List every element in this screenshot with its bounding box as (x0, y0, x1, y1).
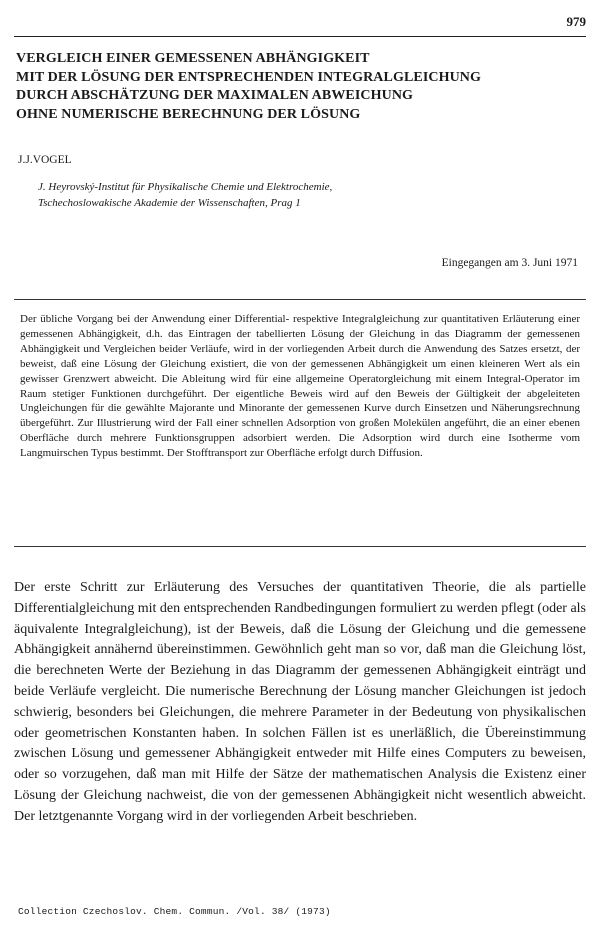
affiliation (38, 179, 332, 211)
title-line: OHNE NUMERISCHE BERECHNUNG DER LÖSUNG (16, 106, 361, 122)
author-name: J.J.VOGEL (18, 154, 72, 166)
title-line: VERGLEICH EINER GEMESSENEN ABHÄNGIGKEIT (16, 51, 370, 66)
body-paragraph: Der erste Schritt zur Erläuterung des Versuches der quantitativen Theorie, die als partielle Differentialgleichung mit den entsprechenden Randbedingungen formuliert zu werden pflegt (oder als äquivalente Integralgleichung), ist der Beweis, daß die Lösung der Gleichung und die gemessene Abhängigkeit annähernd übereinstimmen. Gewöhnlich geht man so vor, daß man die Gleichung löst, die berechneten Werte der Beziehung in das Diagramm der gemessenen Abhängigkeit einträgt und beide Verläufe vergleicht. Die numerische Berechnung der Lösung mancher Gleichungen ist jedoch schwierig, besonders bei Gleichungen, die mehrere Parameter in der Bedeutung von physikalischen oder geometrischen Konstanten haben. In solchen Fällen ist es unerläßlich, die Übereinstimmung zwischen Lösung und gemessener Abhängigkeit entweder mit Hilfe eines Computers zu beweisen, oder so vorzugehen, daß man mit Hilfe der Sätze der mathematischen Analysis die Existenz einer Lösung der Gleichung nachweist, die von der gemessenen Abhängigkeit nicht wesentlich abweicht. Der letztgenannte Vorgang wird in der vorliegenden Arbeit beschrieben. (14, 580, 586, 824)
affiliation-line: J. Heyrovský-Institut für Physikalische Chemie und Elektrochemie, (38, 181, 333, 193)
journal-footer: Collection Czechoslov. Chem. Commun. /Vol. 38/ (1973) (18, 906, 331, 917)
page-number: 979 (566, 14, 586, 29)
title-line: MIT DER LÖSUNG DER ENTSPRECHENDEN INTEGRALGLEICHUNG (16, 69, 481, 85)
article-title (16, 50, 586, 124)
abstract-rule-top (14, 299, 586, 300)
abstract-text: Der übliche Vorgang bei der Anwendung einer Differential- respektive Integralgleichung zur quantitativen Erläuterung einer gemessenen Abhängigkeit, d.h. das Eintragen der tabellierten Lösung der Gleichung in das Diagramm der gemessenen Abhängigkeit und Vergleichen beider Verläufe, wird in der vorliegenden Arbeit durch die Anwendung des Satzes ersetzt, der beweist, daß eine Lösung der Gleichung existiert, die von der gemessenen Abhängigkeit um einen kleineren Wert als ein gewisser Grenzwert abweicht. Die Ableitung wird für eine allgemeine Operatorgleichung mit einem Integral-Operator im Raum stetiger Funktionen durchgeführt. Der eigentliche Beweis wird auf den Beweis der Gültigkeit der abgeleiteten Ungleichungen für die gewählte Majorante und Minorante der gemessenen Kurve durch Einsetzen und Näherungsrechnung übergeführt. Zur Illustrierung wird der Fall einer schnellen Adsorption von großen Molekülen angeführt, die an einer ebenen Oberfläche durch mehrere Funktionsgruppen adsorbiert werden. Die Adsorption wird durch eine Isotherme vom Langmuirschen Typus bestimmt. Der Stofftransport zur Oberfläche erfolgt durch Diffusion. (20, 313, 580, 460)
affiliation-line: Tschechoslowakische Akademie der Wissenschaften, Prag 1 (38, 197, 301, 209)
title-line: DURCH ABSCHÄTZUNG DER MAXIMALEN ABWEICHUNG (16, 88, 414, 103)
received-date: Eingegangen am 3. Juni 1971 (441, 257, 578, 269)
header-rule (14, 36, 586, 37)
abstract-rule-bottom (14, 546, 586, 547)
